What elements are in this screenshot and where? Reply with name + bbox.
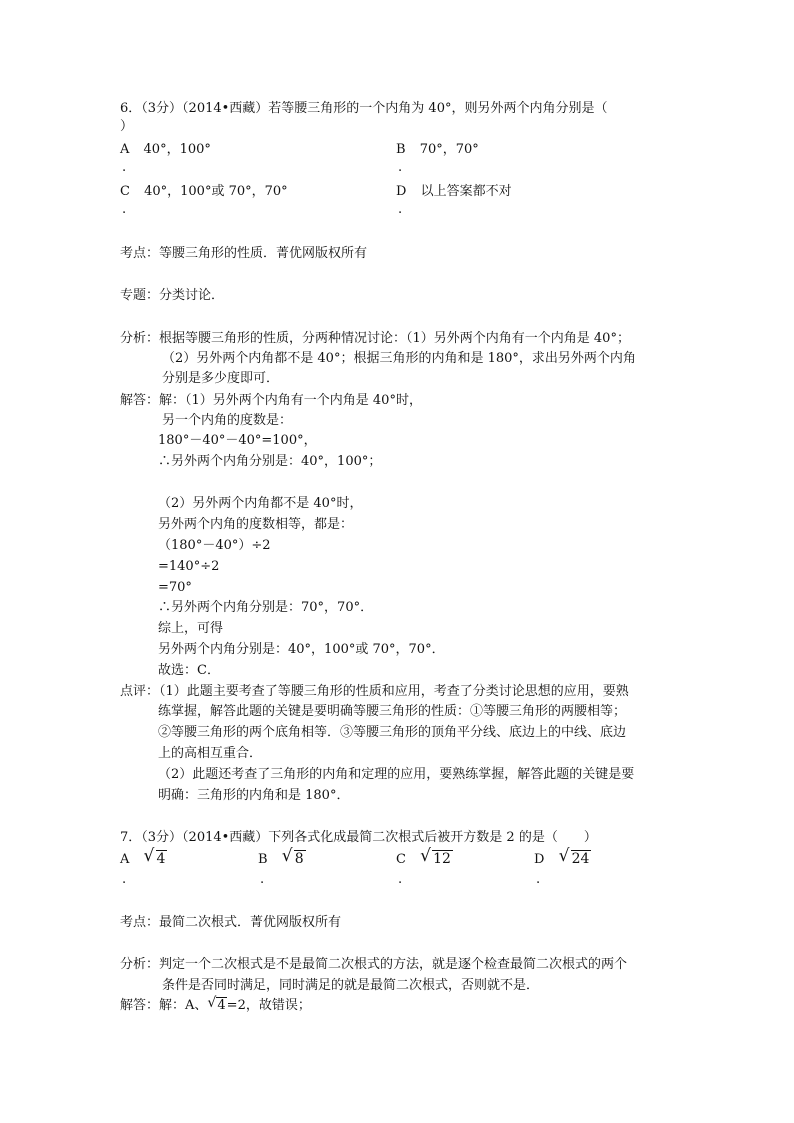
option-dot: . (122, 202, 127, 217)
option-letter: B (396, 142, 406, 157)
q6-jieda-line9: =70° (158, 580, 192, 595)
q6-jieda-line1: 解答：解：（1）另外两个内角有一个内角是 40°时， (120, 393, 422, 408)
q6-fenxi-line3: 分别是多少度即可． (162, 371, 280, 386)
q6-jieda-line4: ∴另外两个内角分别是：40°，100°； (158, 454, 382, 469)
q6-jieda-line11: 综上，可得 (158, 621, 224, 636)
option-dot: . (536, 872, 541, 887)
q6-fenxi-line2: （2）另外两个内角都不是 40°；根据三角形的内角和是 180°，求出另外两个内角 (162, 351, 636, 366)
radical-sign: √ (558, 846, 570, 866)
q7-option-b (258, 848, 306, 871)
q6-stem-line2: ） (120, 119, 134, 134)
option-dot: . (398, 202, 403, 217)
radicand: 4 (156, 851, 166, 867)
radical-sign: √ (207, 995, 217, 1011)
option-letter: A (120, 852, 130, 867)
option-letter: A (120, 142, 130, 157)
q6-option-a (120, 141, 211, 158)
option-letter: C (396, 852, 406, 867)
q7-option-a (120, 848, 167, 871)
q6-jieda-line2: 另一个内角的度数是： (162, 413, 293, 428)
option-letter: D (534, 852, 545, 867)
option-text: 40°，100° (143, 142, 211, 157)
square-root (420, 848, 453, 871)
option-dot: . (122, 872, 127, 887)
q7-option-c (396, 848, 453, 871)
q6-dianping-line5: （2）此题还考查了三角形的内角和定理的应用，要熟练掌握，解答此题的关键是要 (158, 767, 635, 782)
option-dot: . (260, 872, 265, 887)
q6-jieda-line13: 故选：C． (158, 663, 220, 678)
square-root (282, 848, 306, 871)
jieda-suffix: =2，故错误； (226, 998, 311, 1013)
option-letter: D (396, 184, 407, 199)
q7-fenxi-line1: 分析：判定一个二次根式是不是最简二次根式的方法，就是逐个检查最简二次根式的两个 (120, 957, 628, 972)
radical-sign: √ (281, 846, 293, 866)
q6-jieda-line10: ∴另外两个内角分别是：70°，70°． (158, 600, 374, 615)
q6-option-b (396, 141, 479, 158)
square-root (144, 848, 168, 871)
q6-option-c (120, 183, 288, 200)
q6-jieda-line8: =140°÷2 (158, 559, 220, 574)
q6-jieda-line12: 另外两个内角分别是：40°，100°或 70°，70°． (158, 642, 445, 657)
q6-jieda-line5: （2）另外两个内角都不是 40°时， (158, 496, 363, 511)
q7-kaodian: 考点：最简二次根式．菁优网版权所有 (120, 915, 342, 930)
option-dot: . (398, 872, 403, 887)
radicand: 12 (433, 851, 451, 867)
option-dot: . (122, 160, 127, 175)
q6-stem-line1: 6．（3分）（2014•西藏）若等腰三角形的一个内角为 40°，则另外两个内角分别是（ (120, 101, 608, 116)
q6-dianping-line1: 点评：（1）此题主要考查了等腰三角形的性质和应用，考查了分类讨论思想的应用，要熟 (120, 684, 629, 699)
q6-dianping-line6: 明确：三角形的内角和是 180°． (158, 788, 350, 803)
q6-dianping-line3: ②等腰三角形的两个底角相等．③等腰三角形的顶角平分线、底边上的中线、底边 (158, 725, 627, 740)
q6-jieda-line3: 180°－40°－40°=100°， (158, 433, 317, 448)
square-root (559, 848, 592, 871)
radical-sign: √ (420, 846, 431, 866)
jieda-prefix: 解答：解：A、 (120, 998, 208, 1013)
square-root (207, 997, 226, 1014)
q6-jieda-line6: 另外两个内角的度数相等，都是： (158, 517, 354, 532)
option-text: 以上答案都不对 (420, 184, 512, 199)
q6-option-d (396, 183, 512, 200)
q6-fenxi-line1: 分析：根据等腰三角形的性质，分两种情况讨论：（1）另外两个内角有一个内角是 40°； (120, 331, 630, 346)
option-dot: . (398, 160, 403, 175)
radicand: 8 (294, 851, 304, 867)
q7-fenxi-line2: 条件是否同时满足，同时满足的就是最简二次根式，否则就不是． (162, 978, 540, 993)
radical-sign: √ (143, 846, 155, 866)
option-text: 40°，100°或 70°，70° (144, 184, 288, 199)
q7-jieda-line1 (120, 997, 311, 1014)
q6-kaodian: 考点：等腰三角形的性质．菁优网版权所有 (120, 246, 368, 261)
q6-dianping-line4: 上的高相互重合． (158, 746, 263, 761)
radicand: 24 (571, 851, 590, 867)
q7-stem: 7．（3分）（2014•西藏）下列各式化成最简二次根式后被开方数是 2 的是（ ） (120, 830, 597, 845)
radicand: 4 (217, 998, 226, 1013)
option-text: 70°，70° (419, 142, 479, 157)
q7-option-d (534, 848, 591, 871)
option-letter: C (120, 184, 130, 199)
q6-jieda-line7: （180°－40°）÷2 (158, 538, 271, 553)
option-letter: B (258, 852, 268, 867)
q6-dianping-line2: 练掌握，解答此题的关键是要明确等腰三角形的性质：①等腰三角形的两腰相等； (158, 704, 627, 719)
q6-zhuanti: 专题：分类讨论． (120, 288, 225, 303)
